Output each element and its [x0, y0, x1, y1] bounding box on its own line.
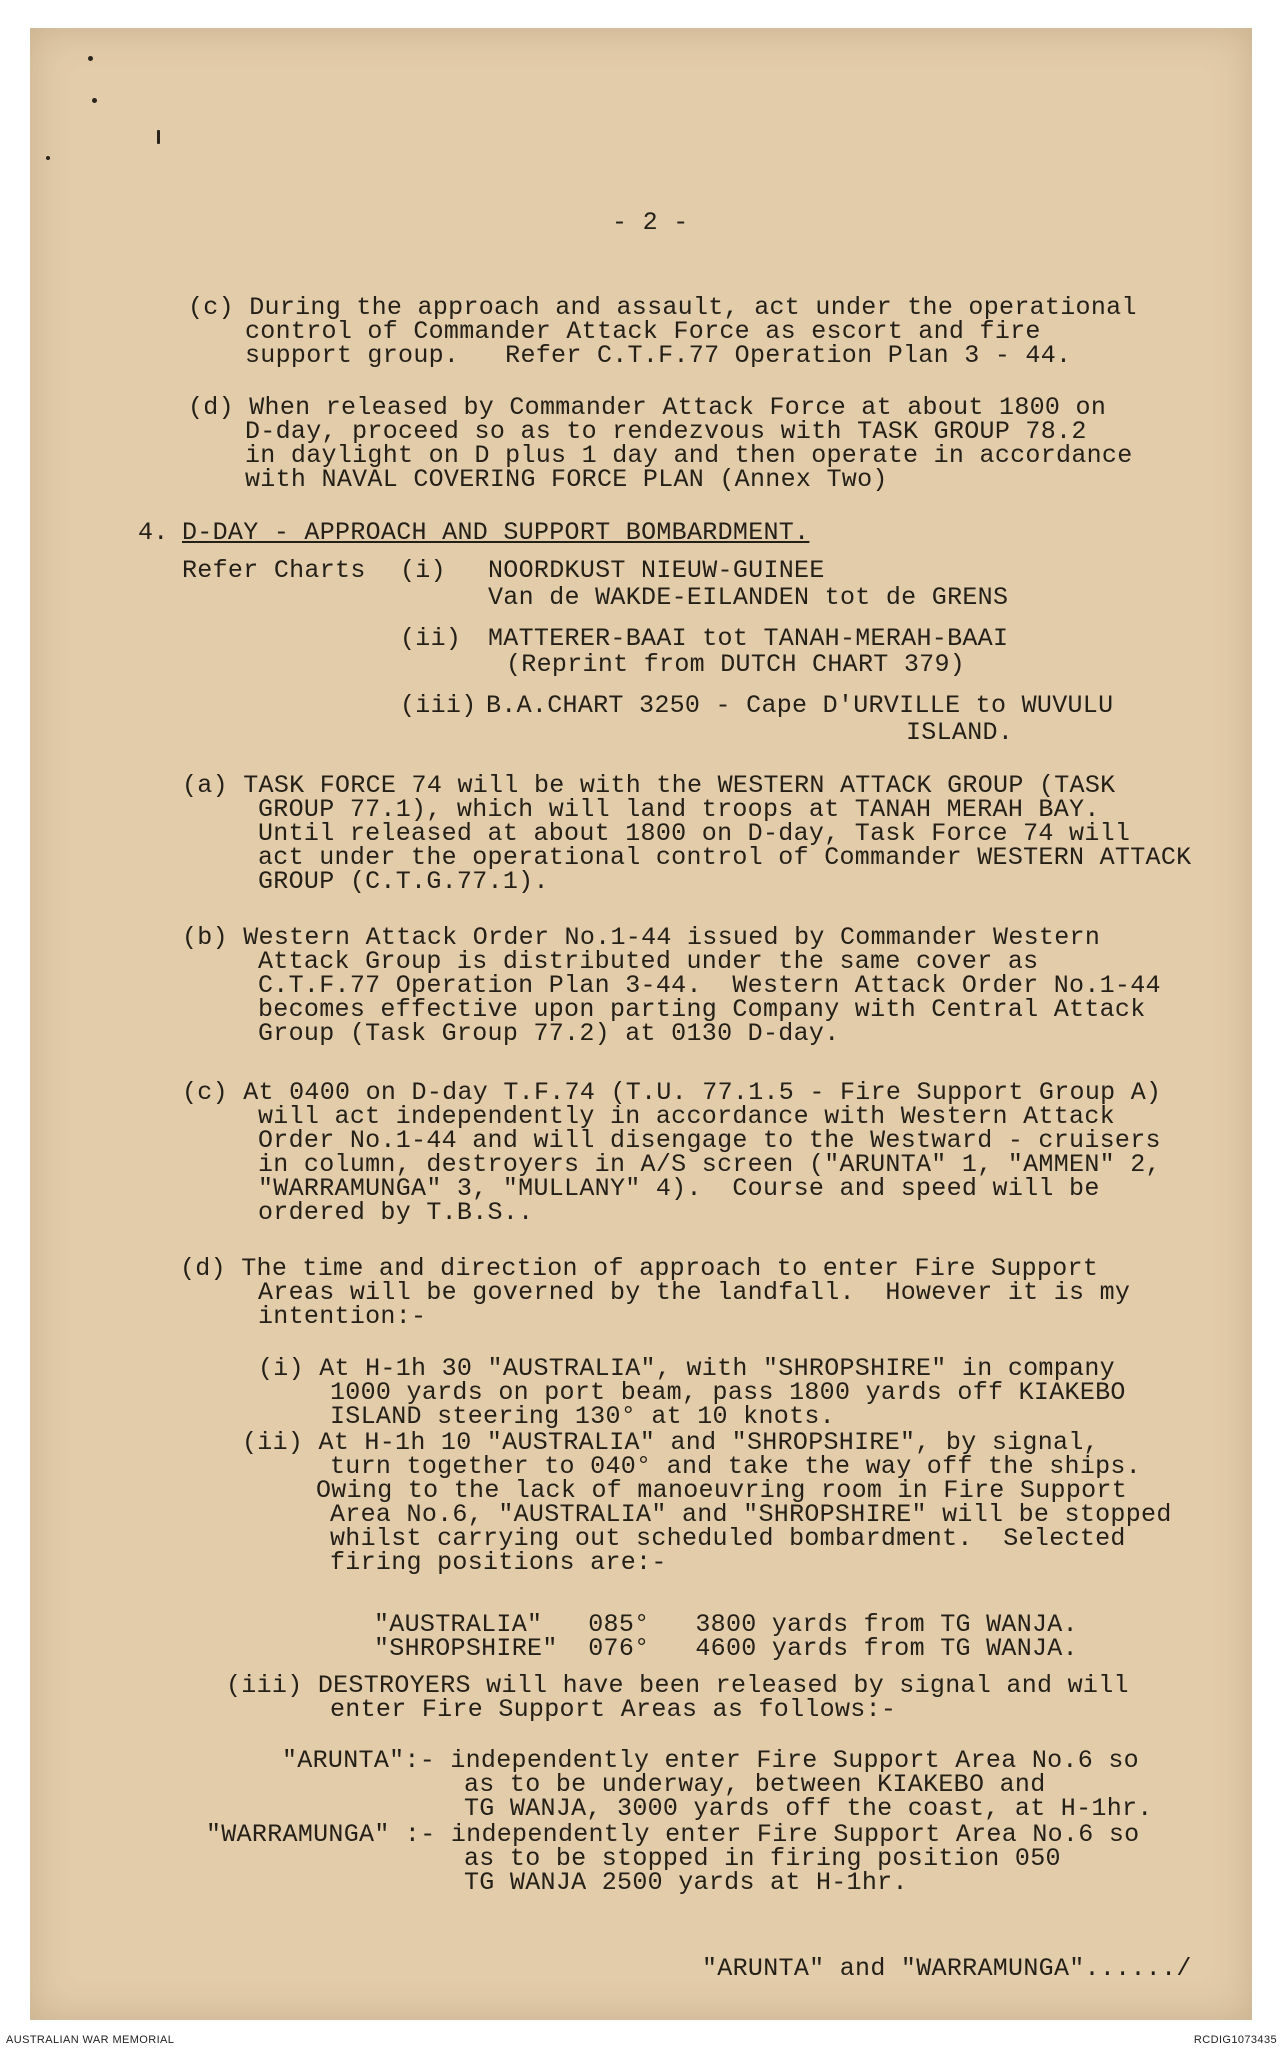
chart-title: B.A.CHART 3250 - Cape D'URVILLE to WUVULU [486, 691, 1114, 720]
para-a-line: (a) TASK FORCE 74 will be with the WESTERN ATTACK GROUP (TASK [182, 771, 1116, 800]
para-d-line: Areas will be governed by the landfall. However it is my [258, 1278, 1131, 1307]
para-d-i-line: 1000 yards on port beam, pass 1800 yards off KIAKEBO [330, 1378, 1126, 1407]
para-d-ii-line: Area No.6, "AUSTRALIA" and "SHROPSHIRE" will be stopped [330, 1500, 1172, 1529]
chart-number: (i) [400, 556, 446, 585]
arunta-line: as to be underway, between KIAKEBO and [464, 1770, 1046, 1799]
para-d-intro-line: with NAVAL COVERING FORCE PLAN (Annex Two) [245, 465, 888, 494]
para-b-line: Group (Task Group 77.2) at 0130 D-day. [258, 1019, 840, 1048]
para-a-line: GROUP (C.T.G.77.1). [258, 867, 549, 896]
para-d-line: (d) The time and direction of approach to enter Fire Support [180, 1254, 1099, 1283]
warramunga-line: "WARRAMUNGA" :- independently enter Fire Support Area No.6 so [206, 1820, 1140, 1849]
punch-mark [92, 98, 97, 103]
para-d-intro-line: in daylight on D plus 1 day and then operate in accordance [245, 441, 1133, 470]
para-c-line: will act independently in accordance with Western Attack [258, 1102, 1115, 1131]
para-d-ii-line: Owing to the lack of manoeuvring room in Fire Support [316, 1476, 1128, 1505]
warramunga-line: as to be stopped in firing position 050 [464, 1844, 1061, 1873]
firing-position: "SHROPSHIRE" 076° 4600 yards from TG WANJA. [374, 1634, 1078, 1663]
para-d-intro-line: D-day, proceed so as to rendezvous with TASK GROUP 78.2 [245, 417, 1087, 446]
chart-title: (Reprint from DUTCH CHART 379) [506, 650, 966, 679]
para-d-intro-line: (d) When released by Commander Attack Force at about 1800 on [188, 393, 1107, 422]
catchword: "ARUNTA" and "WARRAMUNGA"....../ [702, 1954, 1192, 1983]
chart-title: ISLAND. [906, 718, 1014, 747]
para-b-line: (b) Western Attack Order No.1-44 issued by Commander Western [182, 923, 1101, 952]
para-d-i-line: ISLAND steering 130° at 10 knots. [330, 1402, 835, 1431]
page-number: - 2 - [612, 208, 689, 237]
para-c-line: "WARRAMUNGA" 3, "MULLANY" 4). Course and speed will be [258, 1174, 1100, 1203]
para-b-line: becomes effective upon parting Company with Central Attack [258, 995, 1146, 1024]
para-b-line: Attack Group is distributed under the same cover as [258, 947, 1039, 976]
para-a-line: GROUP 77.1), which will land troops at TANAH MERAH BAY. [258, 795, 1100, 824]
para-d-i-line: (i) At H-1h 30 "AUSTRALIA", with "SHROPSHIRE" in company [258, 1354, 1115, 1383]
footer-archive-name: AUSTRALIAN WAR MEMORIAL [6, 2034, 175, 2046]
para-c-line: Order No.1-44 and will disengage to the Westward - cruisers [258, 1126, 1161, 1155]
warramunga-line: TG WANJA 2500 yards at H-1hr. [464, 1868, 908, 1897]
punch-mark [88, 56, 93, 61]
para-c-intro-line: support group. Refer C.T.F.77 Operation Plan 3 - 44. [245, 341, 1072, 370]
chart-number: (ii) [400, 624, 462, 653]
punch-mark [46, 156, 50, 160]
punch-mark [157, 130, 160, 144]
section-number: 4. [138, 518, 169, 547]
para-d-ii-line: firing positions are:- [330, 1548, 667, 1577]
para-d-ii-line: whilst carrying out scheduled bombardment. Selected [330, 1524, 1126, 1553]
para-c-line: in column, destroyers in A/S screen ("ARUNTA" 1, "AMMEN" 2, [258, 1150, 1161, 1179]
chart-title: Van de WAKDE-EILANDEN tot de GRENS [488, 583, 1009, 612]
para-b-line: C.T.F.77 Operation Plan 3-44. Western Attack Order No.1-44 [258, 971, 1161, 1000]
chart-title: NOORDKUST NIEUW-GUINEE [488, 556, 825, 585]
para-d-line: intention:- [258, 1302, 427, 1331]
chart-title: MATTERER-BAAI tot TANAH-MERAH-BAAI [488, 624, 1009, 653]
para-d-iii-line: enter Fire Support Areas as follows:- [330, 1695, 897, 1724]
arunta-line: TG WANJA, 3000 yards off the coast, at H-1hr. [464, 1794, 1153, 1823]
para-d-iii-line: (iii) DESTROYERS will have been released by signal and will [226, 1671, 1129, 1700]
para-c-line: (c) At 0400 on D-day T.F.74 (T.U. 77.1.5 - Fire Support Group A) [182, 1078, 1162, 1107]
chart-number: (iii) [400, 691, 477, 720]
footer-reference-id: RCDIG1073435 [1193, 2034, 1277, 2046]
para-a-line: act under the operational control of Commander WESTERN ATTACK [258, 843, 1192, 872]
section-heading: D-DAY - APPROACH AND SUPPORT BOMBARDMENT. [182, 518, 810, 547]
firing-position: "AUSTRALIA" 085° 3800 yards from TG WANJA. [374, 1610, 1078, 1639]
para-c-intro-line: control of Commander Attack Force as escort and fire [245, 317, 1041, 346]
para-c-line: ordered by T.B.S.. [258, 1198, 534, 1227]
para-d-ii-line: turn together to 040° and take the way off the ships. [330, 1452, 1142, 1481]
arunta-line: "ARUNTA":- independently enter Fire Support Area No.6 so [282, 1746, 1139, 1775]
para-c-intro-line: (c) During the approach and assault, act under the operational [188, 293, 1137, 322]
para-d-ii-line: (ii) At H-1h 10 "AUSTRALIA" and "SHROPSHIRE", by signal, [242, 1428, 1099, 1457]
para-a-line: Until released at about 1800 on D-day, Task Force 74 will [258, 819, 1131, 848]
charts-label: Refer Charts [182, 556, 366, 585]
